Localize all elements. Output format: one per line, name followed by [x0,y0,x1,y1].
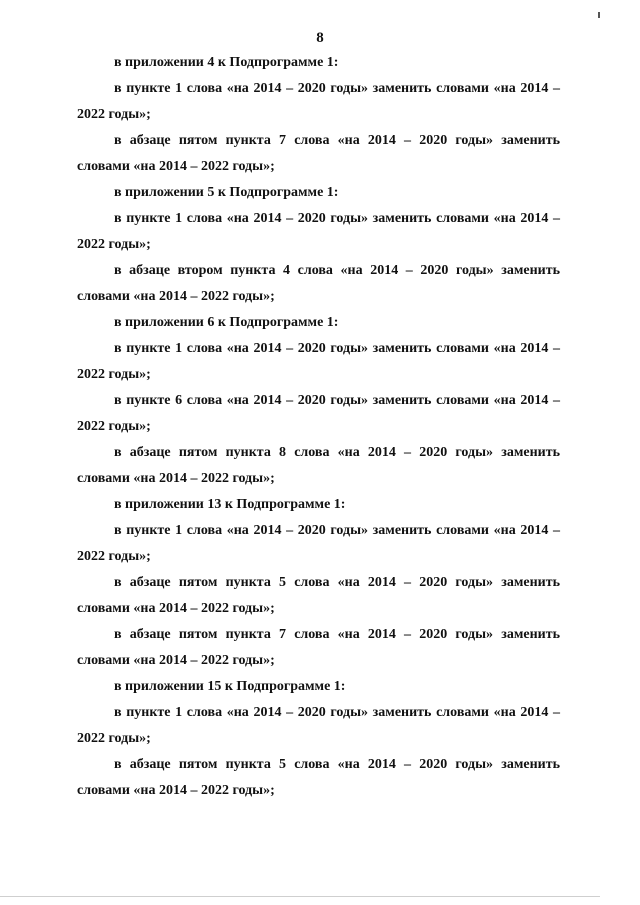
paragraph-appendix-6-item-1: в пункте 1 слова «на 2014 – 2020 годы» заменить словами «на 2014 – 2022 годы»; [77,341,560,382]
paragraph-appendix-13-item-5: в абзаце пятом пункта 5 слова «на 2014 – 2020 годы» заменить словами «на 2014 – 2022 годы»; [77,575,560,616]
paragraph-appendix-15-item-1: в пункте 1 слова «на 2014 – 2020 годы» заменить словами «на 2014 – 2022 годы»; [77,705,560,746]
paragraph-appendix-13-item-7: в абзаце пятом пункта 7 слова «на 2014 – 2020 годы» заменить словами «на 2014 – 2022 годы»; [77,627,560,668]
page-number: 8 [316,30,324,46]
document-body [77,50,560,804]
paragraph-appendix-5-item-4: в абзаце втором пункта 4 слова «на 2014 – 2020 годы» заменить словами «на 2014 – 2022 годы»; [77,263,560,304]
paragraph-appendix-15-heading: в приложении 15 к Подпрограмме 1: [114,679,346,694]
paragraph-appendix-13-heading: в приложении 13 к Подпрограмме 1: [114,497,346,512]
paragraph-appendix-6-heading: в приложении 6 к Подпрограмме 1: [114,315,339,330]
paragraph-appendix-5-item-1: в пункте 1 слова «на 2014 – 2020 годы» заменить словами «на 2014 – 2022 годы»; [77,211,560,252]
paragraph-appendix-4-item-7: в абзаце пятом пункта 7 слова «на 2014 – 2020 годы» заменить словами «на 2014 – 2022 годы»; [77,133,560,174]
paragraph-appendix-6-item-8: в абзаце пятом пункта 8 слова «на 2014 – 2020 годы» заменить словами «на 2014 – 2022 годы»; [77,445,560,486]
paragraph-appendix-4-item-1: в пункте 1 слова «на 2014 – 2020 годы» заменить словами «на 2014 – 2022 годы»; [77,81,560,122]
paragraph-appendix-4-heading: в приложении 4 к Подпрограмме 1: [114,55,339,70]
paragraph-appendix-5-heading: в приложении 5 к Подпрограмме 1: [114,185,339,200]
scan-bottom-edge [0,896,600,897]
scan-artifact [598,12,600,18]
paragraph-appendix-13-item-1: в пункте 1 слова «на 2014 – 2020 годы» заменить словами «на 2014 – 2022 годы»; [77,523,560,564]
paragraph-appendix-15-item-5: в абзаце пятом пункта 5 слова «на 2014 – 2020 годы» заменить словами «на 2014 – 2022 годы»; [77,757,560,798]
paragraph-appendix-6-item-6: в пункте 6 слова «на 2014 – 2020 годы» заменить словами «на 2014 – 2022 годы»; [77,393,560,434]
